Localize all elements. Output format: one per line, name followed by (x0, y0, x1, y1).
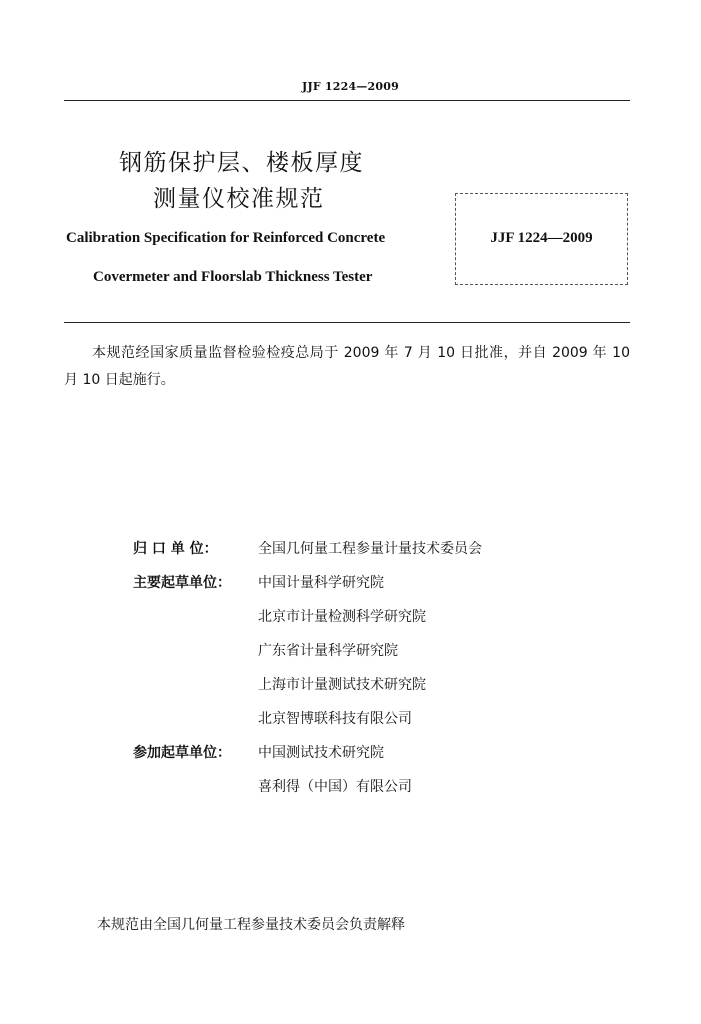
header-divider (64, 100, 630, 101)
title-divider (64, 322, 630, 323)
specification-code-box (455, 193, 628, 285)
title-chinese-line-1: 钢筋保护层、楼板厚度 (119, 150, 364, 176)
header-document-code: JJF 1224—2009 (302, 80, 399, 93)
participating-drafter-item: 喜利得（中国）有限公司 (258, 779, 412, 795)
main-drafter-item: 北京市计量检测科学研究院 (258, 609, 426, 625)
responsible-unit-value: 全国几何量工程参量计量技术委员会 (258, 541, 482, 557)
approval-statement: 本规范经国家质量监督检验检疫总局于 2009 年 7 月 10 日批准，并自 2009 年 10 月 10 日起施行。 (64, 345, 630, 388)
main-drafters-label: 主要起草单位： (133, 575, 231, 591)
interpretation-note: 本规范由全国几何量工程参量技术委员会负责解释 (97, 917, 405, 933)
main-drafter-item: 上海市计量测试技术研究院 (258, 677, 426, 693)
specification-code: JJF 1224—2009 (490, 230, 593, 246)
participating-drafter-item: 中国测试技术研究院 (258, 745, 384, 761)
title-english-line-2: Covermeter and Floorslab Thickness Tester (93, 269, 373, 285)
main-drafter-item: 北京智博联科技有限公司 (258, 711, 412, 727)
participating-drafters-label: 参加起草单位： (133, 745, 231, 761)
title-chinese-line-2: 测量仪校准规范 (153, 186, 325, 212)
main-drafter-item: 广东省计量科学研究院 (258, 643, 398, 659)
main-drafter-item: 中国计量科学研究院 (258, 575, 384, 591)
responsible-unit-label: 归 口 单 位： (133, 541, 218, 557)
title-english-line-1: Calibration Specification for Reinforced Concrete (66, 230, 386, 246)
